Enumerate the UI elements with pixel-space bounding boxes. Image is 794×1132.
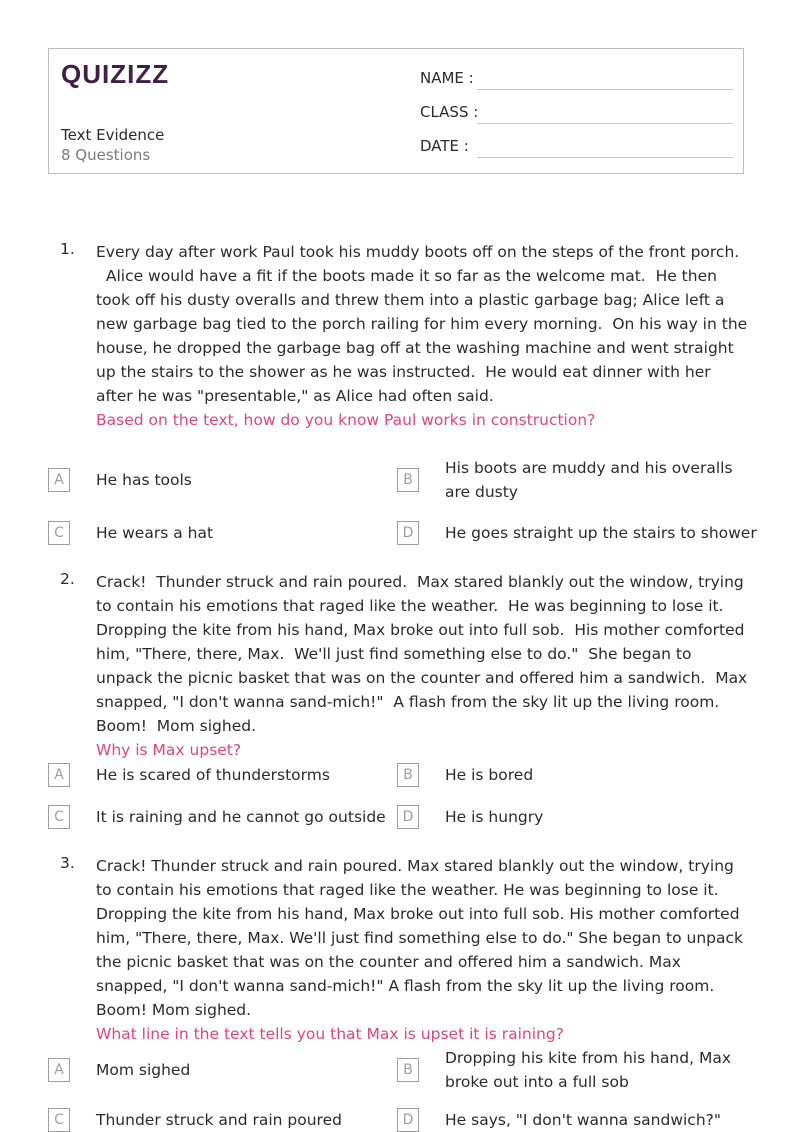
option-text: He wears a hat [96, 524, 214, 542]
option-text: It is raining and he cannot go outside [96, 808, 386, 826]
name-line [477, 89, 733, 90]
date-label: DATE : [420, 137, 469, 155]
class-label: CLASS : [420, 103, 479, 121]
option-letter: C [48, 521, 70, 545]
passage-text: Crack! Thunder struck and rain poured. Max stared blankly out the window, trying to contain his emotions that raged like the weather. He was beginning to lose it. Dropping the kite from his hand, Max broke out into full sob. His mother comforted him, "There, there, Max. We'll just find something else to do." She began to unpack the picnic basket that was on the counter and offered him a sandwich. Max snapped, "I don't wanna sand-mich!" A flash from the sky lit up the living room. Boom! Mom sighed. [96, 573, 753, 735]
option-letter: D [397, 521, 419, 545]
option-text: He is hungry [445, 808, 544, 826]
option-letter: D [397, 805, 419, 829]
name-label: NAME : [420, 69, 474, 87]
option-text: Dropping his kite from his hand, Max broke out into a full sob [445, 1049, 731, 1091]
question-number: 3. [60, 854, 75, 872]
option-text: He has tools [96, 471, 192, 489]
question-prompt: What line in the text tells you that Max is upset it is raining? [96, 1025, 564, 1043]
question-count: 8 Questions [61, 146, 151, 164]
option-letter: B [397, 1058, 419, 1082]
option-text: Mom sighed [96, 1061, 191, 1079]
question-passage [96, 240, 748, 432]
option-letter: B [397, 763, 419, 787]
option-text: He goes straight up the stairs to shower [445, 524, 757, 542]
option-letter: C [48, 805, 70, 829]
question-number: 1. [60, 240, 75, 258]
option-text: He is bored [445, 766, 534, 784]
question-prompt: Why is Max upset? [96, 741, 242, 759]
option-text: He is scared of thunderstorms [96, 766, 330, 784]
question-number: 2. [60, 570, 75, 588]
date-line [477, 157, 733, 158]
question-passage [96, 570, 753, 762]
option-text: His boots are muddy and his overalls are dusty [445, 459, 733, 501]
worksheet-header [48, 48, 744, 174]
option-letter: A [48, 763, 70, 787]
passage-text: Every day after work Paul took his muddy boots off on the steps of the front porch. Alice would have a fit if the boots made it so far as the welcome mat. He then took off his dusty overalls and threw them into a plastic garbage bag; Alice left a new garbage bag tied to the porch railing for him every morning. On his way in the house, he dropped the garbage bag off at the washing machine and went straight up the stairs to the shower as he was instructed. He would eat dinner with her after he was "presentable," as Alice had often said. [96, 243, 748, 405]
option-letter: C [48, 1108, 70, 1132]
option-letter: B [397, 468, 419, 492]
option-letter: A [48, 1058, 70, 1082]
quizizz-logo: QUIZIZZ [61, 59, 170, 89]
option-letter: A [48, 468, 70, 492]
option-letter: D [397, 1108, 419, 1132]
option-text: He says, "I don't wanna sandwich?" [445, 1111, 722, 1129]
option-text: Thunder struck and rain poured [96, 1111, 342, 1129]
question-prompt: Based on the text, how do you know Paul works in construction? [96, 411, 596, 429]
worksheet-title: Text Evidence [61, 126, 165, 144]
question-passage [96, 854, 748, 1046]
class-line [477, 123, 733, 124]
passage-text: Crack! Thunder struck and rain poured. Max stared blankly out the window, trying to contain his emotions that raged like the weather. He was beginning to lose it. Dropping the kite from his hand, Max broke out into full sob. His mother comforted him, "There, there, Max. We'll just find something else to do." She began to unpack the picnic basket that was on the counter and offered him a sandwich. Max snapped, "I don't wanna sand-mich!" A flash from the sky lit up the living room. Boom! Mom sighed. [96, 857, 748, 1019]
